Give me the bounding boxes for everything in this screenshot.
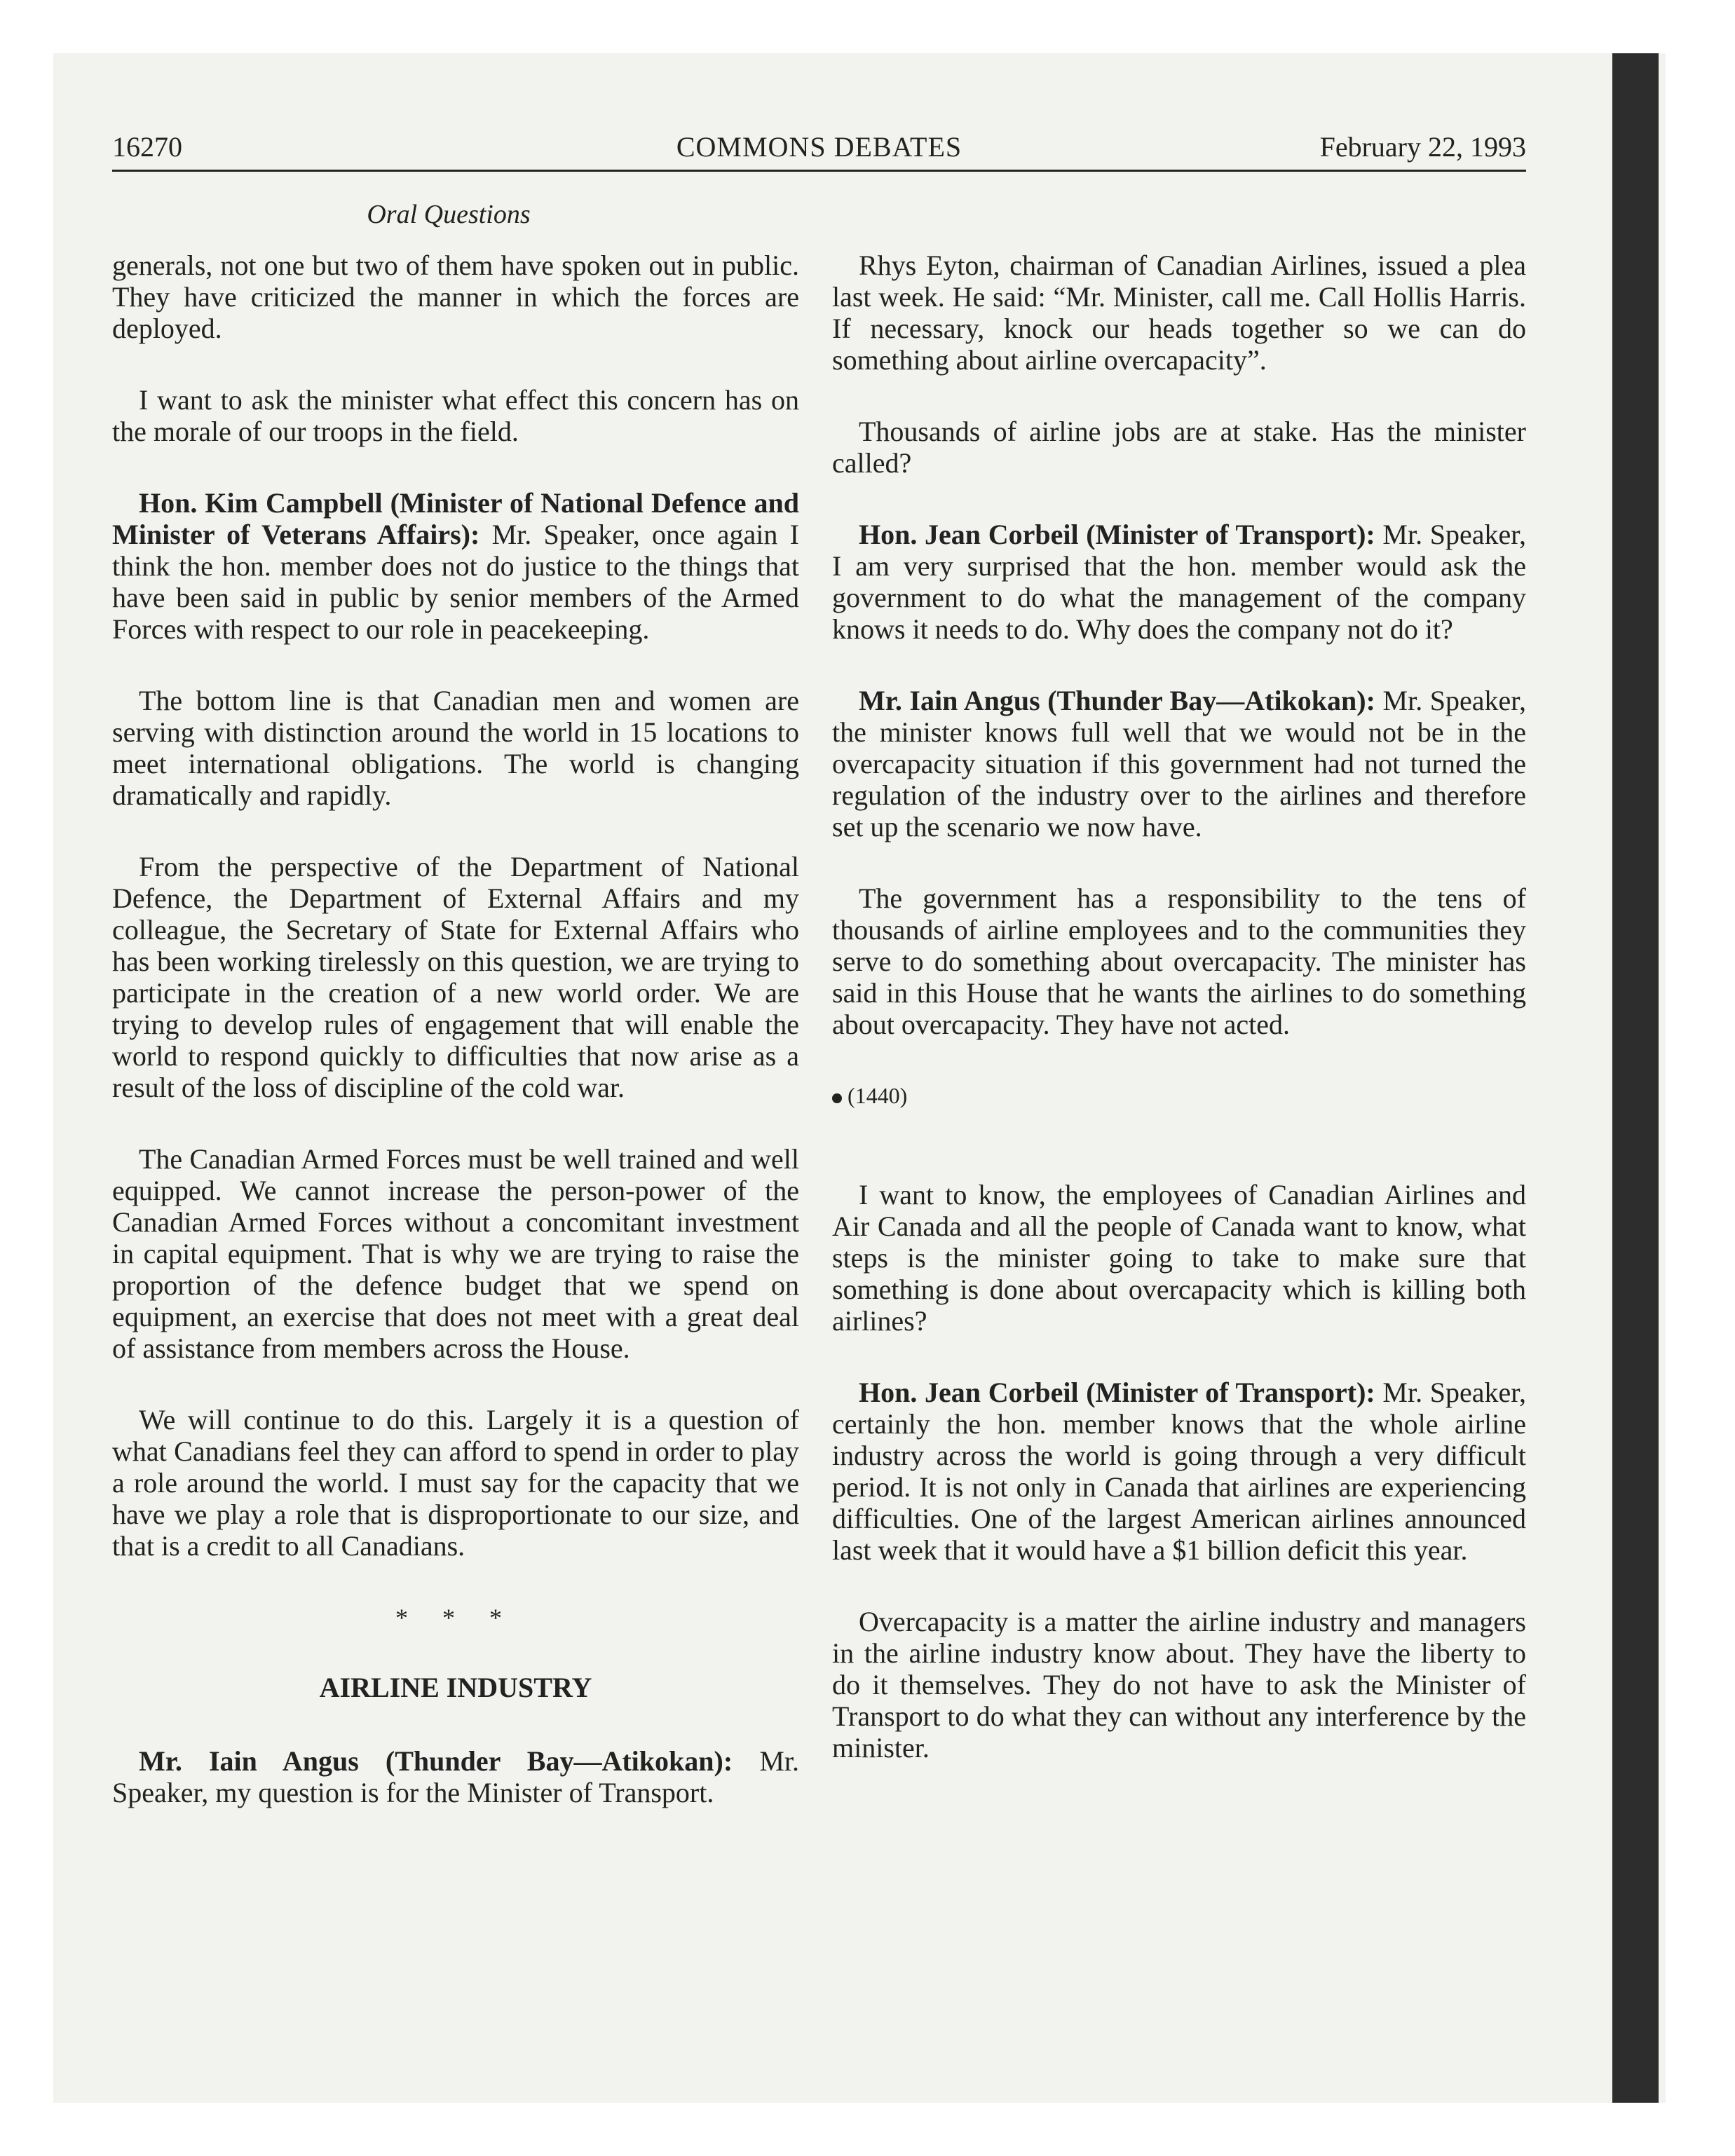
section-heading: AIRLINE INDUSTRY (319, 1672, 592, 1703)
section-separator: * * * (395, 1604, 516, 1632)
speaker-name: Mr. Iain Angus (Thunder Bay—Atikokan): (139, 1745, 733, 1777)
speech-paragraph (112, 487, 799, 645)
speaker-name: Hon. Jean Corbeil (Minister of Transport): (859, 1377, 1375, 1408)
publication-title: COMMONS DEBATES (676, 131, 962, 163)
page-number: 16270 (112, 131, 182, 163)
paragraph: Rhys Eyton, chairman of Canadian Airlines, issued a plea last week. He said: “Mr. Minister, call me. Call Hollis Harris. If necessary, knock our heads together so we can do something about airline overcapacity”. (832, 250, 1526, 376)
speech-paragraph (832, 1377, 1526, 1566)
speech-text: Mr. Speaker, I am very surprised that the hon. member would ask the government to do what the management of the company knows it needs to do. Why does the company not do it? (832, 519, 1526, 645)
timestamp-marker (832, 1080, 1526, 1112)
speech-paragraph (112, 1745, 799, 1808)
paragraph: generals, not one but two of them have spoken out in public. They have criticized the manner in which the forces are deployed. (112, 250, 799, 344)
speech-text: Mr. Speaker, certainly the hon. member knows that the whole airline industry across the world is going through a very difficult period. It is not only in Canada that airlines are experiencing difficulties. One of the largest American airlines announced last week that it would have a $1 billion deficit this year. (832, 1377, 1526, 1566)
scan-edge-shadow (1612, 53, 1659, 2103)
speaker-name: Mr. Iain Angus (Thunder Bay—Atikokan): (859, 685, 1375, 716)
paragraph: Thousands of airline jobs are at stake. Has the minister called? (832, 416, 1526, 479)
paragraph: The bottom line is that Canadian men and women are serving with distinction around the world in 15 locations to meet international obligations. The world is changing dramatically and rapidly. (112, 685, 799, 811)
paragraph: Overcapacity is a matter the airline industry and managers in the airline industry know about. They have the liberty to do it themselves. They do not have to ask the Minister of Transport to do what they can without any interference by the minister. (832, 1606, 1526, 1763)
left-column (112, 250, 799, 1848)
paragraph: The government has a responsibility to the tens of thousands of airline employees and to the communities they serve to do something about overcapacity. The minister has said in this House that he wants the airlines to do something about overcapacity. They have not acted. (832, 882, 1526, 1040)
speech-text: Mr. Speaker, once again I think the hon. member does not do justice to the things that have been said in public by senior members of the Armed Forces with respect to our role in peacekeeping. (112, 519, 800, 645)
header-date: February 22, 1993 (1319, 131, 1526, 163)
paragraph: We will continue to do this. Largely it is a question of what Canadians feel they can afford to spend in order to play a role around the world. I must say for the capacity that we have we play a role that is disproportionate to our size, and that is a credit to all Canadians. (112, 1404, 799, 1562)
speech-text: Mr. Speaker, my question is for the Minister of Transport. (112, 1745, 799, 1808)
speaker-name: Hon. Jean Corbeil (Minister of Transport): (859, 519, 1375, 550)
speech-text: Mr. Speaker, the minister knows full well that we would not be in the overcapacity situation if this government had not turned the regulation of the industry over to the airlines and therefore set up the scenario we now have. (832, 685, 1527, 842)
bullet-icon (832, 1093, 842, 1103)
page-header (112, 130, 1526, 172)
right-column (832, 250, 1526, 1803)
paragraph: From the perspective of the Department of National Defence, the Department of External Affairs and my colleague, the Secretary of State for External Affairs who has been working tirelessly on this question, we are trying to participate in the creation of a new world order. We are trying to develop rules of engagement that will enable the world to respond quickly to difficulties that now arise as a result of the loss of discipline of the cold war. (112, 851, 799, 1103)
paragraph: I want to know, the employees of Canadian Airlines and Air Canada and all the people of Canada want to know, what steps is the minister going to take to make sure that something is done about overcapacity which is killing both airlines? (832, 1179, 1526, 1337)
paragraph: The Canadian Armed Forces must be well trained and well equipped. We cannot increase the person-power of the Canadian Armed Forces without a concomitant investment in capital equipment. That is why we are trying to raise the proportion of the defence budget that we spend on equipment, an exercise that does not meet with a great deal of assistance from members across the House. (112, 1143, 799, 1364)
speech-paragraph (832, 685, 1526, 842)
speech-paragraph (832, 519, 1526, 645)
section-label: Oral Questions (367, 200, 531, 229)
timestamp-text: (1440) (848, 1083, 908, 1108)
speaker-name: Hon. Kim Campbell (Minister of National Defence and Minister of Veterans Affairs): (112, 487, 799, 550)
paragraph: I want to ask the minister what effect this concern has on the morale of our troops in the field. (112, 384, 799, 447)
